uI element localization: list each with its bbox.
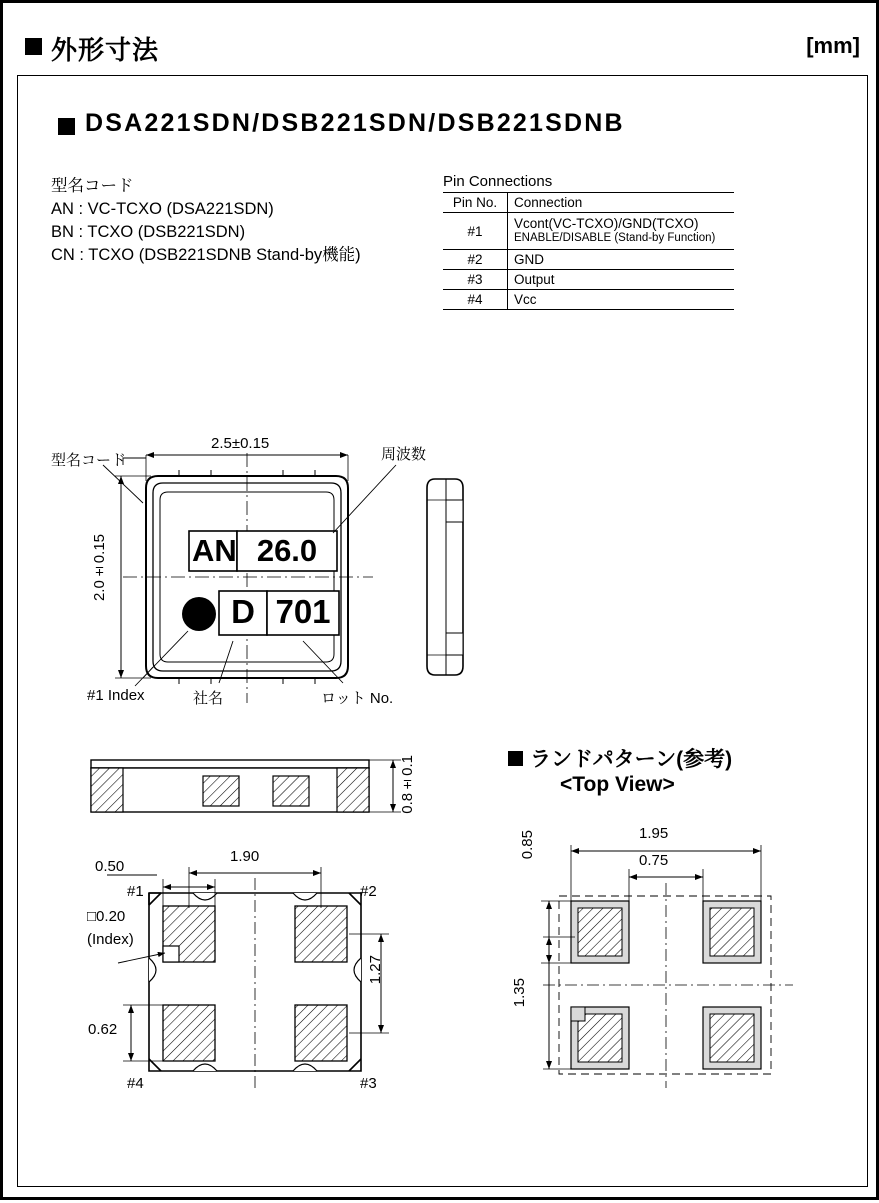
unit-label: [mm]: [806, 33, 860, 58]
cell-pin-no: #1: [443, 213, 508, 250]
connection-line-1: Vcont(VC-TCXO)/GND(TCXO): [514, 216, 699, 231]
land-pattern-subtitle: <Top View>: [560, 773, 675, 796]
side-view: [91, 760, 401, 812]
pin-label-4: #4: [127, 1075, 144, 1092]
dim-side-height: 0.8±0.1: [399, 755, 416, 814]
dim-lp-135: 1.35: [511, 978, 528, 1008]
cell-pin-no: #2: [443, 250, 508, 270]
dim-lp-085: 0.85: [519, 830, 536, 860]
cell-connection: Vcc: [508, 290, 735, 310]
connection-line-2: ENABLE/DISABLE (Stand-by Function): [514, 232, 716, 244]
land-pattern-view: [541, 845, 793, 1088]
legend-caption: 型名コード: [51, 177, 134, 195]
callout-lot-no: ロット No.: [321, 690, 394, 707]
dim-top-height: 2.0±0.15: [91, 534, 108, 602]
dim-bottom-050: 0.50: [95, 858, 125, 875]
callout-company-name: 社名: [193, 690, 224, 707]
black-square-bullet-icon: [508, 751, 523, 766]
drawings-svg: [3, 3, 879, 1203]
cell-connection: Output: [508, 270, 735, 290]
model-title: DSA221SDN/DSB221SDN/DSB221SDNB: [85, 109, 625, 137]
callout-frequency: 周波数: [381, 446, 427, 463]
pin-label-1: #1: [127, 883, 144, 900]
dim-bottom-190: 1.90: [230, 848, 260, 865]
index-size-label: □0.20: [87, 908, 126, 925]
marking-company: D: [231, 593, 255, 630]
marking-frequency: 26.0: [256, 533, 318, 568]
marking-model-code: AN: [192, 533, 237, 568]
land-pattern-title: ランドパターン(参考): [530, 748, 733, 771]
callout-pin1-index: #1 Index: [87, 687, 145, 704]
cell-connection: GND: [508, 250, 735, 270]
header-connection: Connection: [508, 193, 735, 213]
callout-model-code: 型名コード: [51, 452, 127, 469]
dim-bottom-062: 0.62: [88, 1021, 118, 1038]
dim-bottom-127: 1.27: [367, 955, 384, 985]
marking-lot-no: 701: [275, 593, 331, 630]
index-caption: (Index): [87, 931, 134, 948]
legend-line-2: BN : TCXO (DSB221SDN): [51, 223, 246, 241]
header-pin-no: Pin No.: [443, 193, 508, 213]
legend-line-3: CN : TCXO (DSB221SDNB Stand-by機能): [51, 246, 361, 264]
top-view-package: [103, 453, 396, 703]
cell-pin-no: #3: [443, 270, 508, 290]
cell-pin-no: #4: [443, 290, 508, 310]
dim-lp-075: 0.75: [639, 852, 669, 869]
bottom-view: [107, 867, 389, 1088]
dim-lp-195: 1.95: [639, 825, 669, 842]
top-view-side-profile: [427, 479, 463, 675]
dim-top-width: 2.5±0.15: [211, 435, 270, 452]
pin-label-3: #3: [360, 1075, 377, 1092]
legend-line-1: AN : VC-TCXO (DSA221SDN): [51, 200, 274, 218]
pin-table-caption: Pin Connections: [443, 173, 553, 190]
pin-label-2: #2: [360, 883, 377, 900]
page-title: 外形寸法: [51, 35, 160, 65]
